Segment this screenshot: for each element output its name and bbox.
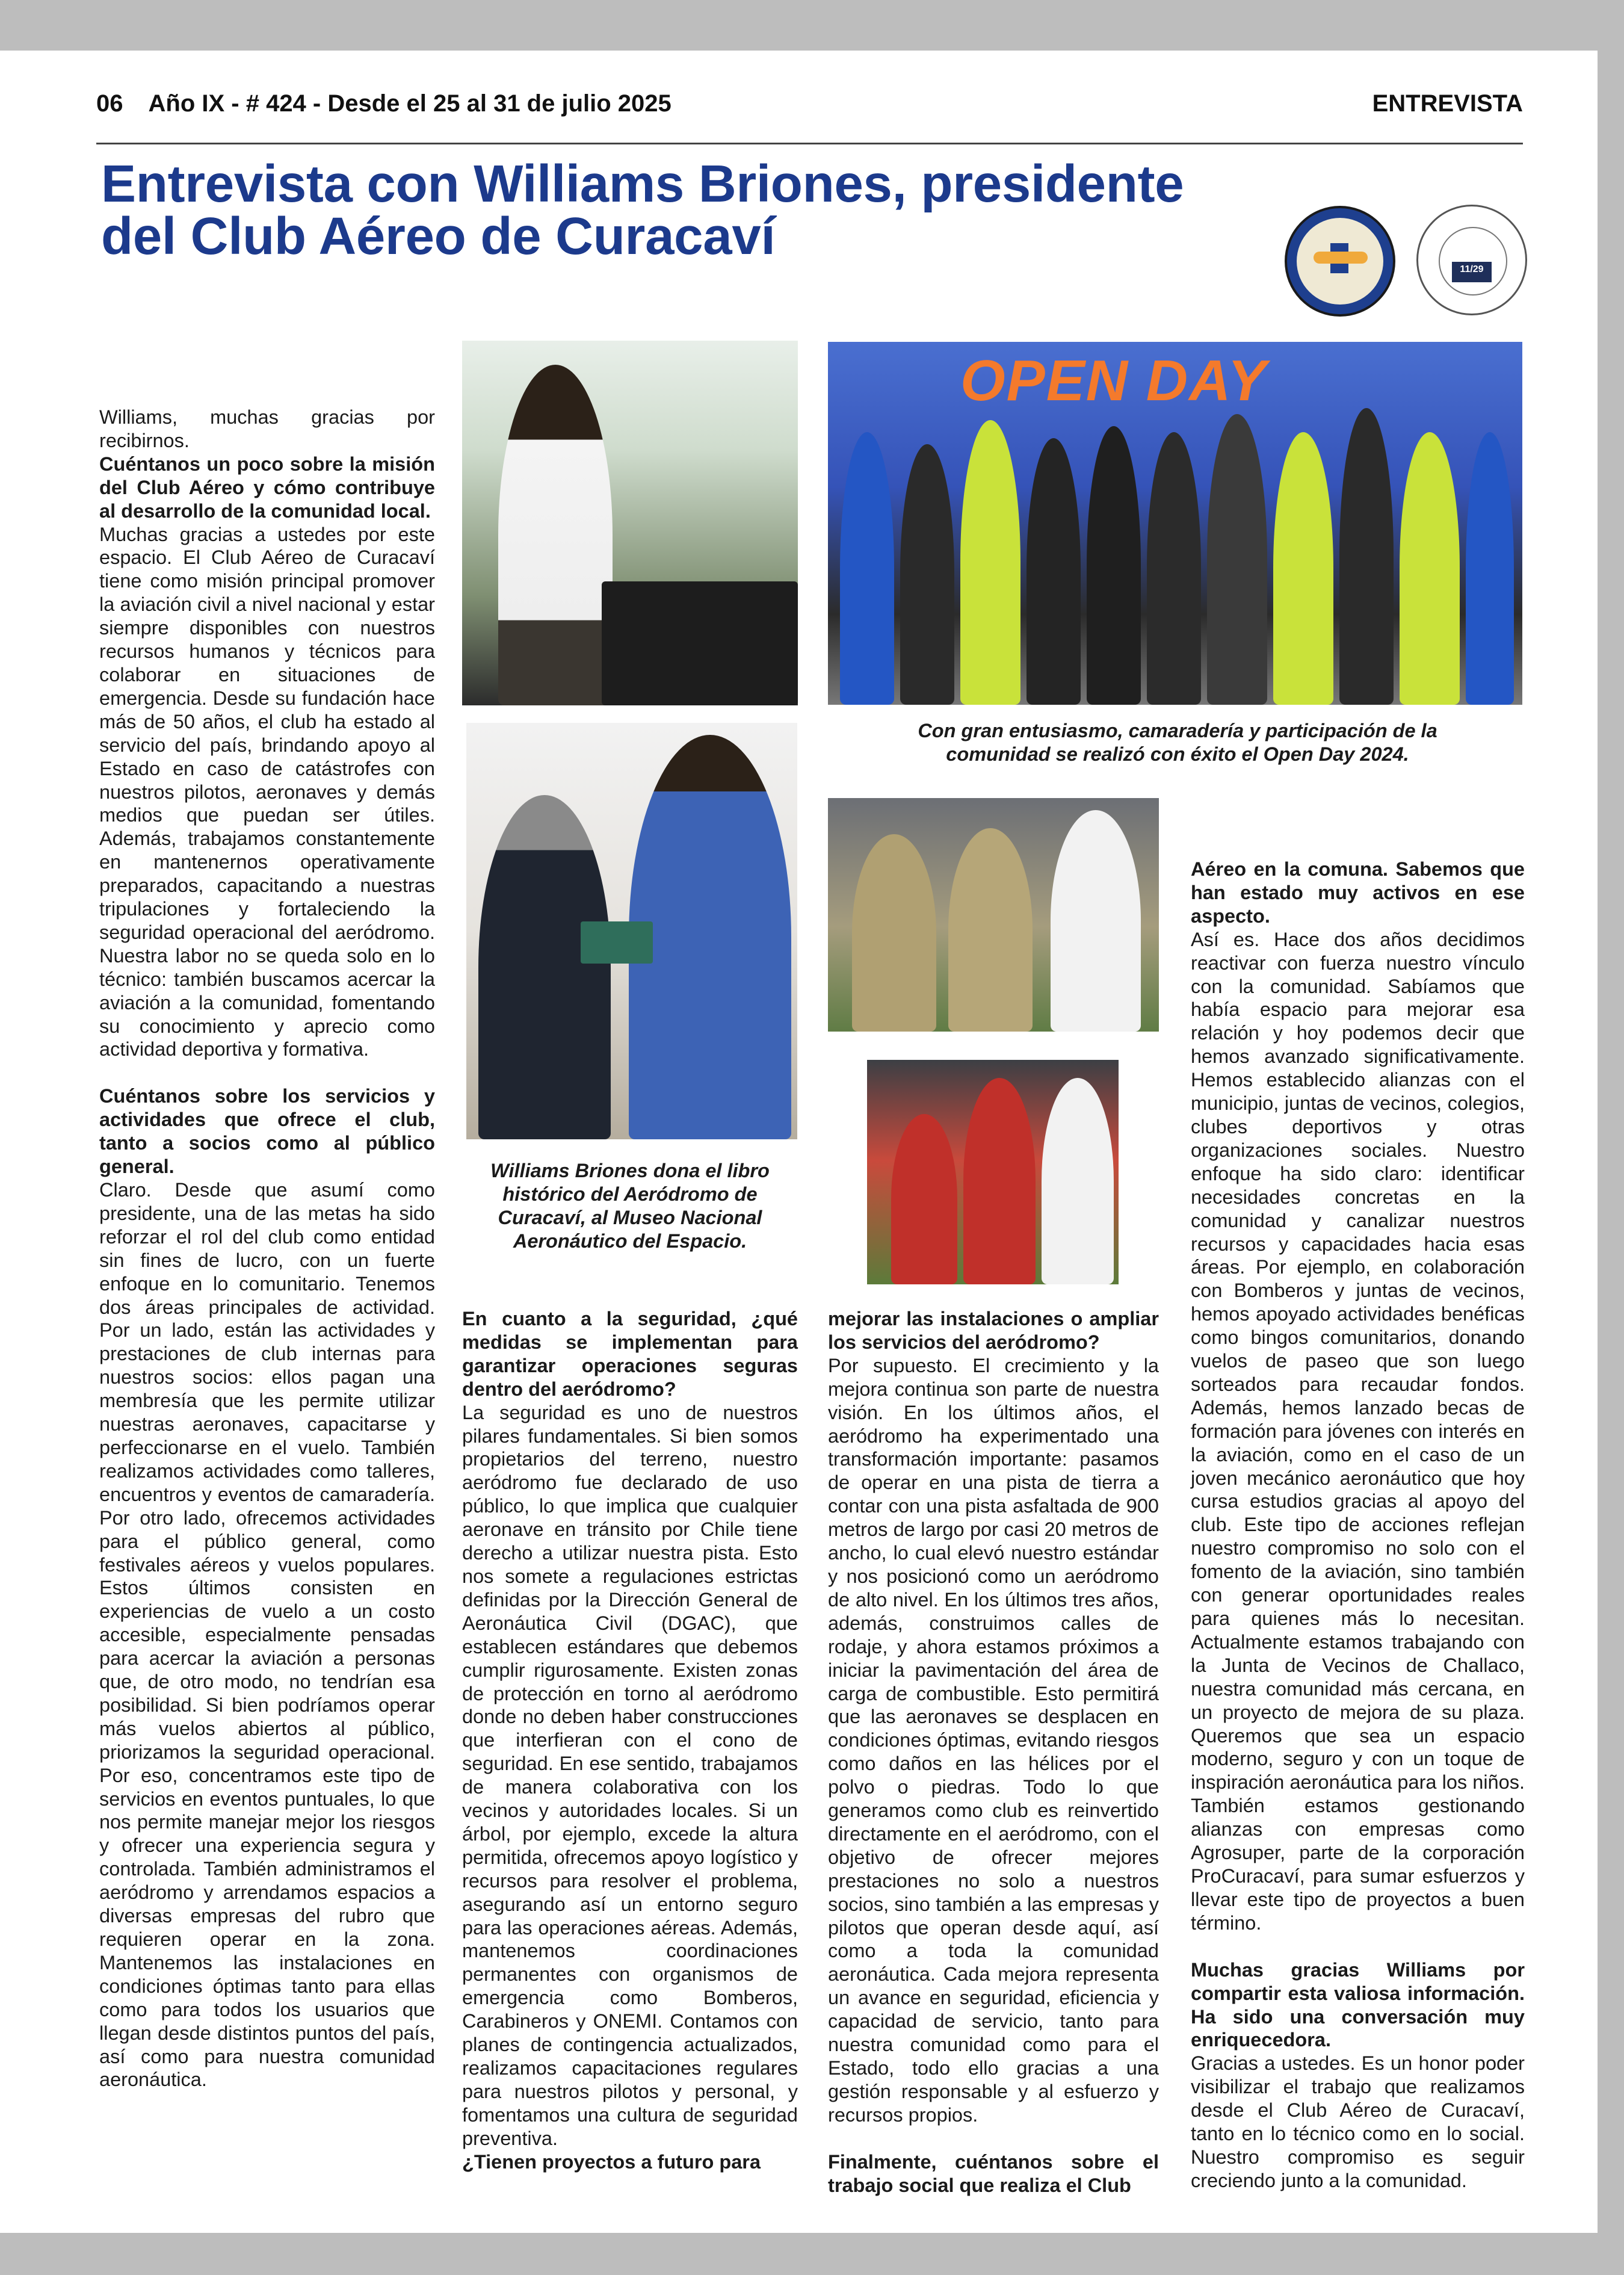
answer-safety: La seguridad es uno de nuestros pilares fundamentales. Si bien somos propietarios del terreno, nuestro aeródromo fue declarado de uso público, lo que implica que cualquier aeronave en tránsito por Chile tiene derecho a utilizar nuestra pista. Esto nos somete a regulaciones estrictas definidas por la Dirección General de Aeronáutica Civil (DGAC), que establecen estándares que debemos cumplir rigurosamente. Existen zonas de protección en torno al aeródromo donde no deben haber construcciones que interfieran con el cono de seguridad. En ese sentido, trabajamos de manera colaborativa con los vecinos y autoridades locales. Si un árbol, por ejemplo, excede la altura permitida, ofrecemos apoyo logístico y recursos para resolver el problema, asegurando así un entorno seguro para las operaciones aéreas. Además, mantenemos coordinaciones permanentes con organismos de emergencia como Bomberos, Carabineros y ONEMI. Contamos con planes de contingencia actualizados, realizamos capacitaciones regulares para nuestros pilotos y personal, y fomentamos una cultura de seguridad preventiva. bbox=[462, 1401, 798, 2149]
question-services: Cuéntanos sobre los servicios y actividades que ofrece el club, tanto a socios como al público general. bbox=[99, 1085, 435, 1178]
question-projects-start: ¿Tienen proyectos a futuro para bbox=[462, 2150, 761, 2173]
club-aereo-anniversary-seal bbox=[1416, 205, 1527, 315]
page-number: 06 bbox=[96, 90, 123, 117]
question-social-start: Finalmente, cuéntanos sobre el trabajo social que realiza el Club bbox=[828, 2150, 1159, 2196]
answer-social: Así es. Hace dos años decidimos reactivar con fuerza nuestro vínculo con la comunidad. Sabíamos que había espacio para mejorar esa relación y hoy podemos decir que hemos avanzado significativamente. Hemos establecido alianzas con el municipio, juntas de vecinos, colegios, clubes deportivos y otras organizaciones sociales. Nuestro enfoque ha sido claro: identificar necesidades concretas en la comunidad y canalizar nuestros recursos y capacidades hacia esas áreas. Por ejemplo, en colaboración con Bomberos y juntas de vecinos, hemos apoyado actividades benéficas como bingos comunitarios, donando vuelos de paseo que son luego sorteados para recaudar fondos. Además, hemos lanzado becas de formación para jóvenes con interés en la aviación, como en el caso de un joven mecánico aeronáutico que hoy cursa estudios gracias al apoyo del club. Este tipo de acciones reflejan nuestro compromiso no solo con el fomento de la aviación, sino también con generar oportunidades reales para quienes más lo necesitan. Actualmente estamos trabajando con la Junta de Vecinos de Challaco, nuestra comunidad más cercana, en un proyecto de mejora de su plaza. Queremos que sea un espacio moderno, seguro y con un toque de inspiración aeronáutica para los niños. También estamos gestionando alianzas con empresas como Agrosuper, parte de la corporación ProCuracaví, para sumar esfuerzos y llevar este tipo de proyectos a buen término. bbox=[1191, 928, 1525, 1934]
issue-info: Año IX - # 424 - Desde el 25 al 31 de julio 2025 bbox=[148, 90, 672, 117]
club-aereo-logo bbox=[1285, 206, 1395, 317]
closing-question: Muchas gracias Williams por compartir esta valiosa información. Ha sido una conversación muy enriquecedora. bbox=[1191, 1958, 1525, 2051]
article-title bbox=[101, 155, 1262, 265]
page-header-left bbox=[96, 90, 672, 117]
paragraph-spacer bbox=[828, 2127, 1159, 2150]
newspaper-page bbox=[0, 51, 1598, 2233]
text-column-3 bbox=[828, 1307, 1159, 2197]
photo-ceremonial-guard bbox=[867, 1060, 1119, 1284]
text-column-1 bbox=[99, 406, 435, 2091]
photo-speaker-at-podium bbox=[462, 341, 798, 705]
question-mission: Cuéntanos un poco sobre la misión del Club Aéreo y cómo contribuye al desarrollo de la comunidad local. bbox=[99, 453, 435, 522]
text-column-4 bbox=[1191, 858, 1525, 2193]
header-rule bbox=[96, 143, 1523, 144]
paragraph-spacer bbox=[1191, 1935, 1525, 1958]
section-label: ENTREVISTA bbox=[1372, 90, 1523, 117]
closing-answer: Gracias a ustedes. Es un honor poder visibilizar el trabajo que realizamos desde el Club Aéreo de Curacaví, tanto en lo técnico como en lo social. Nuestro compromiso es seguir creciendo junto a la comunidad. bbox=[1191, 2052, 1525, 2191]
photo-carabineros-officers bbox=[828, 798, 1159, 1032]
seal-inner-ring bbox=[1439, 227, 1507, 296]
answer-mission: Muchas gracias a ustedes por este espacio. El Club Aéreo de Curacaví tiene como misión principal promover la aviación civil a nivel nacional y estar siempre disponibles con nuestros recursos humanos y técnicos para colaborar en situaciones de emergencia. Desde su fundación hace más de 50 años, el club ha estado al servicio del país, brindando apoyo al Estado en caso de catástrofes con nuestros pilotos, aeronaves y demás medios que puedan ser útiles. Además, trabajamos constantemente en mantenernos operativamente preparados, capacitando a nuestras tripulaciones y fortaleciendo la seguridad operacional del aeródromo. Nuestra labor no se queda solo en lo técnico: también buscamos acercar la aviación a la comunidad, fomentando su conocimiento y aprecio como actividad deportiva y formativa. bbox=[99, 523, 435, 1060]
book-donation-caption: Williams Briones dona el libro histórico del Aeródromo de Curacaví, al Museo Nacional Aeronáutico del Espacio. bbox=[490, 1160, 770, 1252]
answer-projects: Por supuesto. El crecimiento y la mejora continua son parte de nuestra visión. En los últimos años, el aeródromo ha experimentado una transformación importante: pasamos de operar en una pista de tierra a contar con una pista asfaltada de 900 metros de largo por casi 20 metros de ancho, lo cual elevó nuestro estándar y nos posicionó como un aeródromo de alto nivel. En los últimos tres años, además, construimos calles de rodaje, y ahora estamos próximos a iniciar la pavimentación del área de carga de combustible. Esto permitirá que las aeronaves se desplacen en condiciones óptimas, evitando riesgos como daños en las hélices por el polvo o piedras. Todo lo que generamos como club es reinvertido directamente en el aeródromo, con el objetivo de ofrecer mejores prestaciones no solo a nuestros socios, sino también a las empresas y pilotos que operan desde aquí, así como a toda la comunidad aeronáutica. Cada mejora representa un avance en seguridad, eficiencia y capacidad de servicio, tanto para nuestra comunidad como para el Estado, todo ello gracias a una gestión responsable y al esfuerzo y recursos propios. bbox=[828, 1354, 1159, 2126]
question-projects-end: mejorar las instalaciones o ampliar los servicios del aeródromo? bbox=[828, 1308, 1159, 1353]
answer-services: Claro. Desde que asumí como presidente, una de las metas ha sido reforzar el rol del club como entidad sin fines de lucro, con un fuerte enfoque en lo comunitario. Tenemos dos áreas principales de actividad. Por un lado, están las actividades y prestaciones de club internas para nuestros socios: ellos pagan una membresía que les permite utilizar nuestras aeronaves, capacitarse y perfeccionarse en el vuelo. También realizamos actividades como talleres, encuentros y eventos de camaradería. Por otro lado, ofrecemos actividades para el público general, como festivales aéreos y vuelos populares. Estos últimos consisten en experiencias de vuelo a un costo accesible, especialmente pensadas para acercar la aviación a personas que, de otro modo, no tendrían esa posibilidad. Si bien podríamos operar más vuelos abiertos al público, priorizamos la seguridad operacional. Por eso, concentramos este tipo de servicios en eventos puntuales, lo que nos permite manejar mejor los riesgos y ofrecer una experiencia segura y controlada. También administramos el aeródromo y arrendamos espacios a diversas empresas del rubro que requieren operar en la zona. Mantenemos las instalaciones en condiciones óptimas tanto para ellas como para todos los usuarios que llegan desde distintos puntos del país, así como para nuestra comunidad aeronáutica. bbox=[99, 1179, 435, 2091]
article-title-line2: del Club Aéreo de Curacaví bbox=[101, 207, 776, 265]
text-column-2 bbox=[462, 1307, 798, 2174]
photo-book-donation bbox=[466, 723, 797, 1139]
plane-icon bbox=[1314, 252, 1368, 264]
open-day-caption: Con gran entusiasmo, camaradería y participación de la comunidad se realizó con éxito el Open Day 2024. bbox=[918, 720, 1437, 765]
article-title-line1: Entrevista con Williams Briones, presidente bbox=[101, 155, 1184, 213]
seal-runway-number: 11/29 bbox=[1460, 264, 1484, 274]
question-safety: En cuanto a la seguridad, ¿qué medidas se implementan para garantizar operaciones seguras dentro del aeródromo? bbox=[462, 1308, 798, 1400]
photo-open-day-group bbox=[828, 342, 1522, 705]
question-social-end: Aéreo en la comuna. Sabemos que han estado muy activos en ese aspecto. bbox=[1191, 858, 1525, 927]
open-day-banner-text: OPEN DAY bbox=[960, 348, 1268, 413]
paragraph-spacer bbox=[99, 1061, 435, 1085]
intro-text: Williams, muchas gracias por recibirnos. bbox=[99, 406, 435, 451]
